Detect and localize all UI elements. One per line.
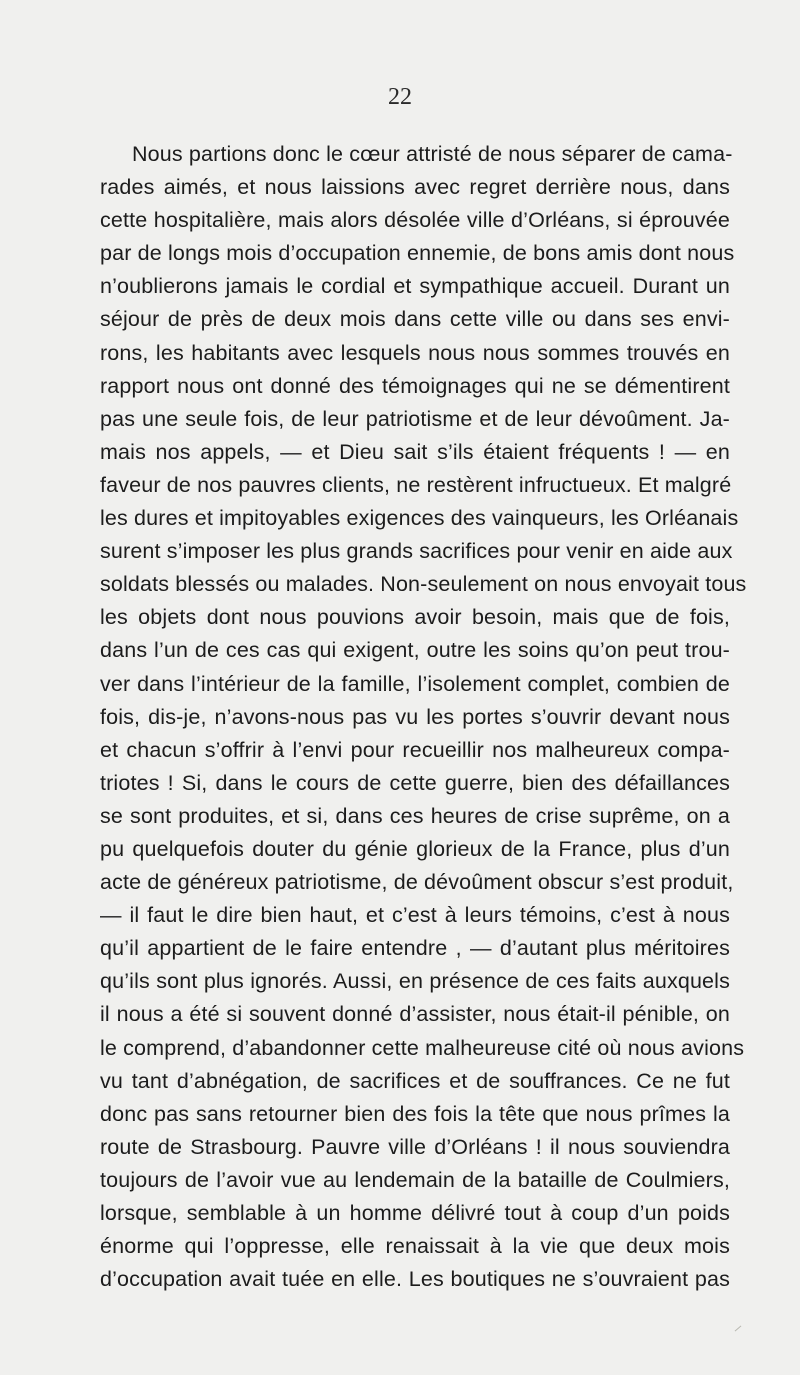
text-line: les dures et impitoyables exigences des vainqueurs, les Orléanais xyxy=(100,506,739,531)
text-line: Nous partions donc le cœur attristé de nous séparer de cama- xyxy=(132,142,733,166)
text-line: les objets dont nous pouvions avoir besoin, mais que de fois, xyxy=(100,605,730,630)
text-line: par de longs mois d’occupation ennemie, de bons amis dont nous xyxy=(100,241,735,266)
text-line: faveur de nos pauvres clients, ne restèrent infructueux. Et malgré xyxy=(100,472,732,497)
page-number: 22 xyxy=(388,84,412,110)
text-line: fois, dis-je, n’avons-nous pas vu les portes s’ouvrir devant nous xyxy=(100,704,730,729)
text-line: qu’il appartient de le faire entendre , — d’autant plus méritoires xyxy=(100,936,730,961)
body-text xyxy=(100,138,747,1296)
text-line: vu tant d’abnégation, de sacrifices et de souffrances. Ce ne fut xyxy=(100,1068,730,1093)
text-line: mais nos appels, — et Dieu sait s’ils étaient fréquents ! — en xyxy=(100,439,730,464)
text-line: séjour de près de deux mois dans cette ville ou dans ses envi- xyxy=(100,307,730,332)
text-line: surent s’imposer les plus grands sacrifices pour venir en aide aux xyxy=(100,539,733,564)
text-line: cette hospitalière, mais alors désolée ville d’Orléans, si éprouvée xyxy=(100,208,730,233)
text-line: rons, les habitants avec lesquels nous nous sommes trouvés en xyxy=(100,340,730,365)
text-line: rapport nous ont donné des témoignages qui ne se démentirent xyxy=(100,373,730,398)
text-line: énorme qui l’oppresse, elle renaissait à la vie que deux mois xyxy=(100,1234,730,1259)
text-line: dans l’un de ces cas qui exigent, outre les soins qu’on peut trou- xyxy=(100,638,730,663)
text-line: se sont produites, et si, dans ces heures de crise suprême, on a xyxy=(100,803,730,828)
text-line: le comprend, d’abandonner cette malheureuse cité où nous avions xyxy=(100,1035,745,1060)
text-line: pu quelquefois douter du génie glorieux de la France, plus d’un xyxy=(100,836,730,861)
text-line: n’oublierons jamais le cordial et sympathique accueil. Durant un xyxy=(100,274,730,299)
text-line: et chacun s’offrir à l’envi pour recueillir nos malheureux compa- xyxy=(100,737,730,762)
text-line: triotes ! Si, dans le cours de cette guerre, bien des défaillances xyxy=(100,770,730,795)
text-line: d’occupation avait tuée en elle. Les boutiques ne s’ouvraient pas xyxy=(100,1267,730,1292)
text-line: lorsque, semblable à un homme délivré tout à coup d’un poids xyxy=(100,1201,730,1225)
text-line: pas une seule fois, de leur patriotisme et de leur dévoûment. Ja- xyxy=(100,406,730,431)
text-line: soldats blessés ou malades. Non-seulement on nous envoyait tous xyxy=(100,572,747,597)
text-line: rades aimés, et nous laissions avec regret derrière nous, dans xyxy=(100,175,730,200)
paper-speck xyxy=(735,1326,742,1332)
text-line: toujours de l’avoir vue au lendemain de la bataille de Coulmiers, xyxy=(100,1167,730,1192)
text-line: qu’ils sont plus ignorés. Aussi, en présence de ces faits auxquels xyxy=(100,969,730,994)
text-line: acte de généreux patriotisme, de dévoûment obscur s’est produit, xyxy=(100,870,734,895)
text-line: — il faut le dire bien haut, et c’est à leurs témoins, c’est à nous xyxy=(100,903,730,928)
text-line: donc pas sans retourner bien des fois la tête que nous prîmes la xyxy=(100,1101,730,1126)
text-line: route de Strasbourg. Pauvre ville d’Orléans ! il nous souviendra xyxy=(100,1134,730,1159)
text-line: ver dans l’intérieur de la famille, l’isolement complet, combien de xyxy=(100,671,730,696)
text-line: il nous a été si souvent donné d’assister, nous était-il pénible, on xyxy=(100,1002,730,1027)
